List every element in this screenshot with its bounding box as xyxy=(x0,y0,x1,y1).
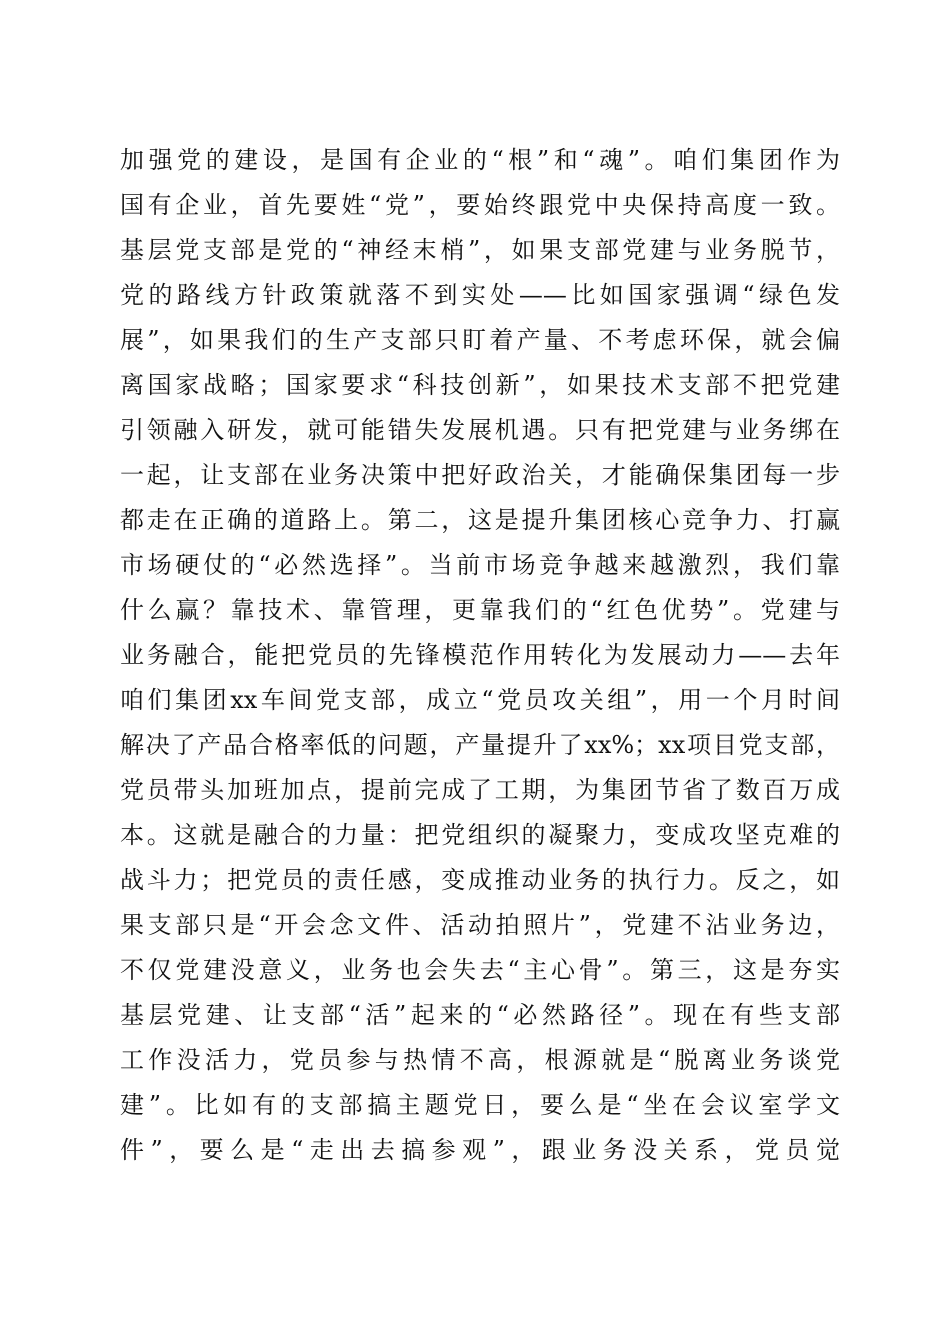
text-line: 一起，让支部在业务决策中把好政治关，才能确保集团每一步 xyxy=(120,461,840,489)
text-line: 都走在正确的道路上。第二，这是提升集团核心竞争力、打赢 xyxy=(120,506,840,534)
text-line: 工作没活力，党员参与热情不高，根源就是“脱离业务谈党 xyxy=(120,1046,840,1074)
text-line: 件”，要么是“走出去搞参观”，跟业务没关系，党员觉 xyxy=(120,1136,840,1164)
text-line: 展”，如果我们的生产支部只盯着产量、不考虑环保，就会偏 xyxy=(120,326,840,354)
text-line: 党员带头加班加点，提前完成了工期，为集团节省了数百万成 xyxy=(120,776,840,804)
text-line: 业务融合，能把党员的先锋模范作用转化为发展动力——去年 xyxy=(120,641,840,669)
body-text xyxy=(120,138,840,1173)
text-line: 什么赢？靠技术、靠管理，更靠我们的“红色优势”。党建与 xyxy=(120,596,840,624)
text-line: 党的路线方针政策就落不到实处——比如国家强调“绿色发 xyxy=(120,281,840,309)
text-line: 战斗力；把党员的责任感，变成推动业务的执行力。反之，如 xyxy=(120,866,840,894)
text-line: 基层党支部是党的“神经末梢”，如果支部党建与业务脱节， xyxy=(120,236,840,264)
text-line: 果支部只是“开会念文件、活动拍照片”，党建不沾业务边， xyxy=(120,911,840,939)
text-line: 市场硬仗的“必然选择”。当前市场竞争越来越激烈，我们靠 xyxy=(120,551,840,579)
text-line: 不仅党建没意义，业务也会失去“主心骨”。第三，这是夯实 xyxy=(120,956,840,984)
text-line: 解决了产品合格率低的问题，产量提升了xx%；xx项目党支部， xyxy=(120,731,840,759)
text-line: 加强党的建设，是国有企业的“根”和“魂”。咱们集团作为 xyxy=(120,146,840,174)
text-line: 本。这就是融合的力量：把党组织的凝聚力，变成攻坚克难的 xyxy=(120,821,840,849)
text-line: 引领融入研发，就可能错失发展机遇。只有把党建与业务绑在 xyxy=(120,416,840,444)
text-line: 基层党建、让支部“活”起来的“必然路径”。现在有些支部 xyxy=(120,1001,840,1029)
text-line: 咱们集团xx车间党支部，成立“党员攻关组”，用一个月时间 xyxy=(120,686,840,714)
text-line: 离国家战略；国家要求“科技创新”，如果技术支部不把党建 xyxy=(120,371,840,399)
text-line: 建”。比如有的支部搞主题党日，要么是“坐在会议室学文 xyxy=(120,1091,840,1119)
text-line: 国有企业，首先要姓“党”，要始终跟党中央保持高度一致。 xyxy=(120,191,840,219)
